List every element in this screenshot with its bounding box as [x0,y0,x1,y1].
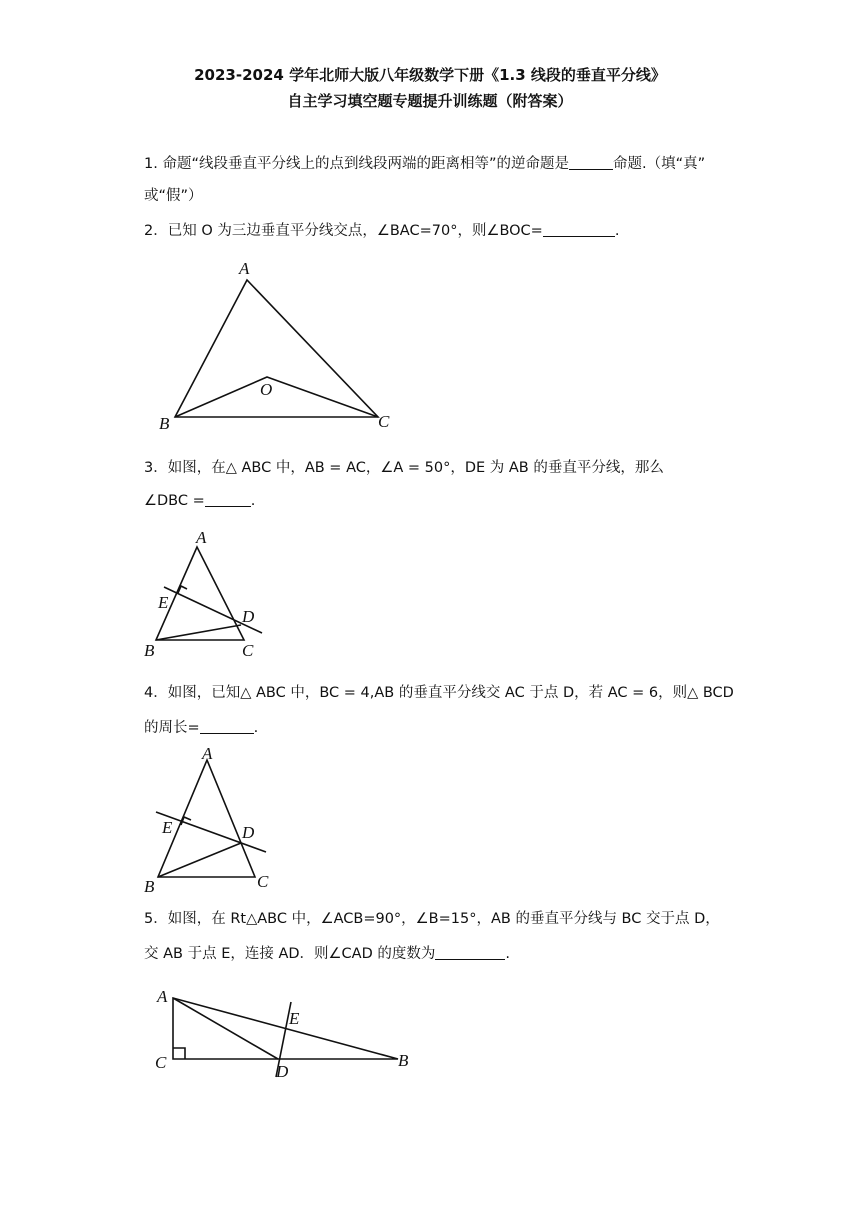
label-o: O [260,380,273,399]
label-b: B [159,414,170,433]
question-3-line1: 3．如图，在△ ABC 中，AB = AC，∠A = 50°，DE 为 AB 的垂直平分线，那么 [144,460,664,476]
question-4-text: 的周长= [144,720,200,736]
answer-blank-2[interactable] [543,222,615,237]
triangle-abc [175,280,378,417]
question-4-text-after: . [253,720,259,736]
question-2-line1 [144,219,619,240]
label-c: C [257,872,269,891]
document-title-line2: 自主学习填空题专题提升训练题（附答案） [287,92,573,110]
label-d: D [276,1062,289,1081]
question-1-text-after: 命题.（填“真” [612,156,706,172]
answer-blank-1[interactable] [569,155,613,170]
label-c: C [155,1053,167,1072]
label-c: C [242,641,254,660]
segments-bo-oc [175,377,378,417]
figure-q3-triangle [140,525,270,665]
question-3-text: ∠DBC = [144,493,205,509]
label-b: B [398,1051,409,1070]
label-a: A [196,528,207,547]
question-1-text: 1. 命题“线段垂直平分线上的点到线段两端的距离相等”的逆命题是 [144,156,569,172]
answer-blank-4[interactable] [200,719,254,734]
figure-q2-triangle [150,255,410,440]
label-d: D [242,823,255,842]
answer-blank-5[interactable] [435,945,505,960]
figure-q5-triangle [150,985,420,1085]
label-a: A [239,259,250,278]
label-b: B [144,641,155,660]
label-a: A [202,744,213,763]
label-e: E [289,1009,300,1028]
segment-ad [173,998,278,1059]
question-5-line2 [144,942,510,963]
label-e: E [162,818,173,837]
segment-bd [156,625,241,640]
question-3-line2 [144,492,255,509]
figure-q4-triangle [140,745,280,895]
question-2-text-after: . [614,223,620,239]
question-3-text-after: . [250,493,256,509]
question-5-text: 交 AB 于点 E，连接 AD．则∠CAD 的度数为 [144,946,436,962]
answer-blank-3[interactable] [205,492,251,507]
question-2-text: 2．已知 O 为三边垂直平分线交点，∠BAC=70°，则∠BOC= [144,223,543,239]
document-title-line1: 2023-2024 学年北师大版八年级数学下册《1.3 线段的垂直平分线》 [194,66,666,84]
question-4-line2 [144,716,258,737]
question-5-text-after: . [505,946,510,962]
label-c: C [378,412,390,431]
right-angle-mark [173,1048,185,1059]
question-1-line1 [144,152,705,173]
label-e: E [158,593,169,612]
label-d: D [242,607,255,626]
label-a: A [157,987,168,1006]
question-4-line1: 4．如图，已知△ ABC 中，BC = 4,AB 的垂直平分线交 AC 于点 D，若 AC = 6，则△ BCD [144,685,734,701]
label-b: B [144,877,155,896]
question-1-line2: 或“假”） [144,188,203,204]
question-5-line1: 5．如图，在 Rt△ABC 中，∠ACB=90°，∠B=15°，AB 的垂直平分线与 BC 交于点 D， [144,911,720,927]
